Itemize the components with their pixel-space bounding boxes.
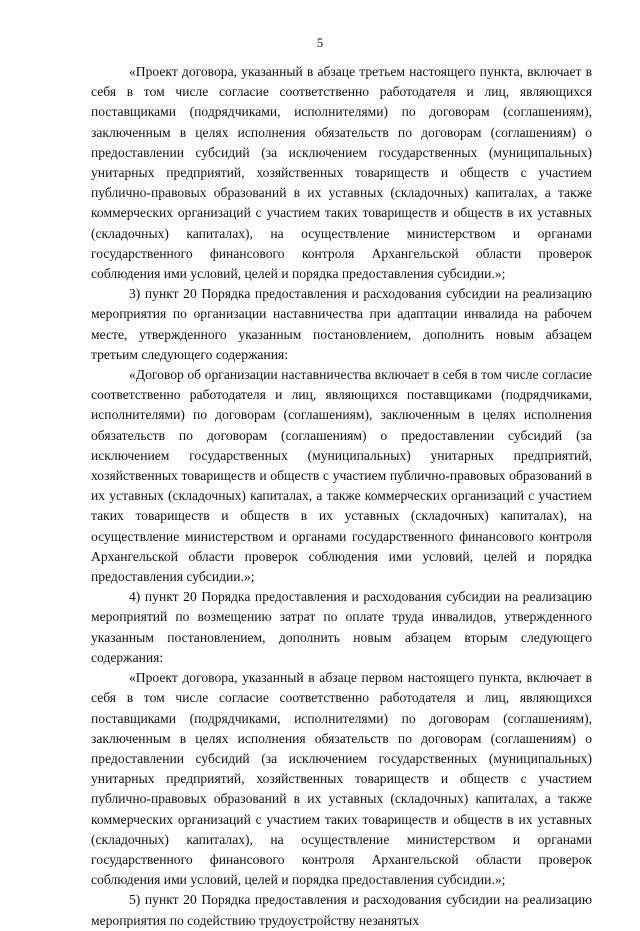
- paragraph-item-4: 4) пункт 20 Порядка предоставления и расходования субсидии на реализацию мероприятий по возмещению затрат по оплате труда инвалидов, утвержденного указанным постановлением, дополнить новым абзацем вторым следующего содержания:: [91, 589, 592, 665]
- paragraph-mentoring-contract-clause: «Договор об организации наставничества включает в себя в том числе согласие соответственно работодателя и лиц, являющихся поставщиками (подрядчиками, исполнителями) по договорам (соглашениям), заключенным в целях исполнения обязательств по договорам (соглашениям) о предоставлении субсидий (за исключением государственных (муниципальных) унитарных предприятий, хозяйственных товариществ и обществ с участием публично-правовых образований в их уставных (складочных) капиталах, а также коммерческих организаций с участием таких товариществ и обществ в их уставных (складочных) капиталах), на осуществление министерством и органами государственного финансового контроля Архангельской области проверок соблюдения ими условий, целей и порядка предоставления субсидии.»;: [91, 367, 592, 585]
- page-number: 5: [316, 36, 324, 50]
- document-body: [91, 62, 592, 931]
- paragraph-project-contract-clause-2: «Проект договора, указанный в абзаце первом настоящего пункта, включает в себя в том числе согласие соответственно работодателя и лиц, являющихся поставщиками (подрядчиками, исполнителями) по договорам (соглашениям), заключенным в целях исполнения обязательств по договорам (соглашениям) о предоставлении субсидий (за исключением государственных (муниципальных) унитарных предприятий, хозяйственных товариществ и обществ с участием публично-правовых образований в их уставных (складочных) капиталах, а также коммерческих организаций с участием таких товариществ и обществ в их уставных (складочных) капиталах), на осуществление министерством и органами государственного финансового контроля Архангельской области проверок соблюдения ими условий, целей и порядка предоставления субсидии.»;: [91, 670, 592, 888]
- paragraph-item-5: 5) пункт 20 Порядка предоставления и расходования субсидии на реализацию мероприятия по содействию трудоустройству незанятых: [91, 892, 592, 928]
- paragraph-item-3: 3) пункт 20 Порядка предоставления и расходования субсидии на реализацию мероприятия по организации наставничества при адаптации инвалида на рабочем месте, утвержденного указанным постановлением, дополнить новым абзацем третьим следующего содержания:: [91, 286, 592, 362]
- paragraph-project-contract-clause: «Проект договора, указанный в абзаце третьем настоящего пункта, включает в себя в том числе согласие соответственно работодателя и лиц, являющихся поставщиками (подрядчиками, исполнителями) по договорам (соглашениям), заключенным в целях исполнения обязательств по договорам (соглашениям) о предоставлении субсидий (за исключением государственных (муниципальных) унитарных предприятий, хозяйственных товариществ и обществ с участием публично-правовых образований в их уставных (складочных) капиталах, а также коммерческих организаций с участием таких товариществ и обществ в их уставных (складочных) капиталах), на осуществление министерством и органами государственного финансового контроля Архангельской области проверок соблюдения ими условий, целей и порядка предоставления субсидии.»;: [91, 64, 592, 282]
